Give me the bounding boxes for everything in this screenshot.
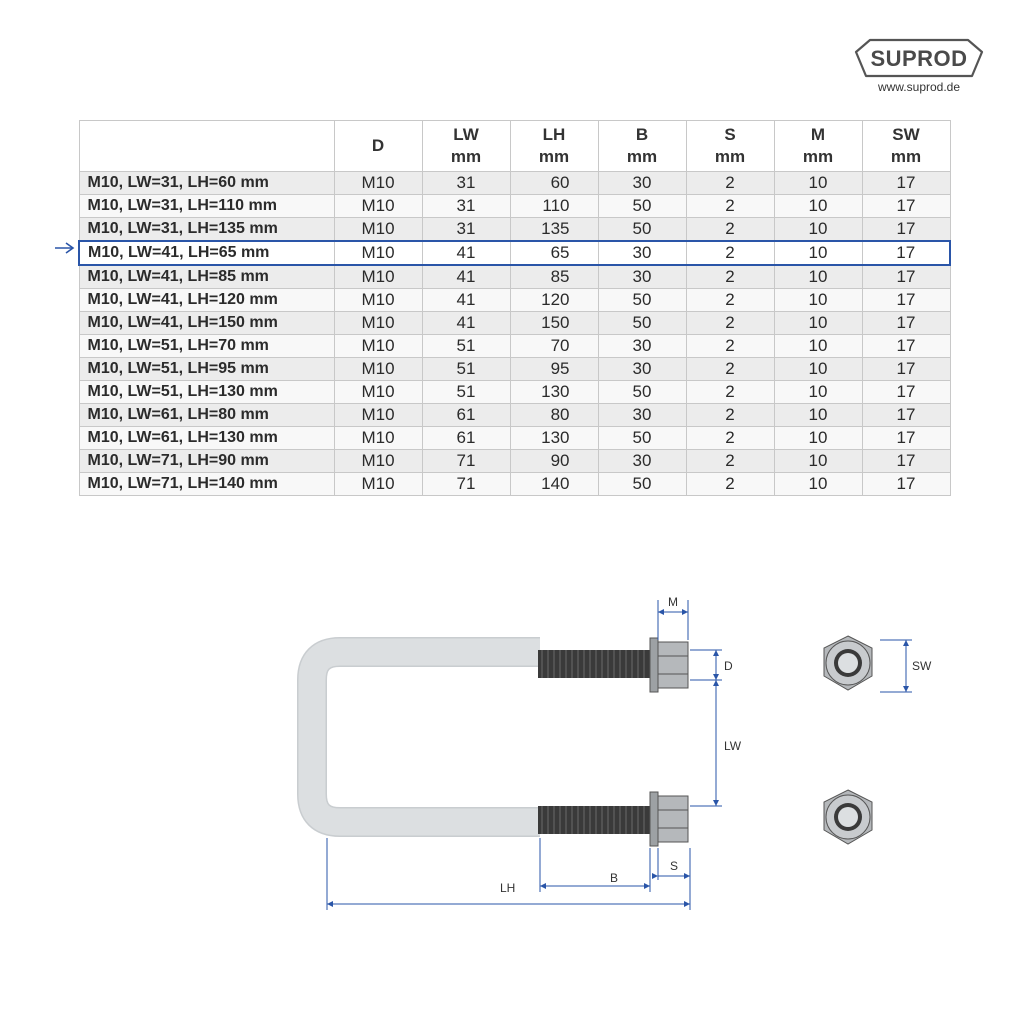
row-value-cell: 130: [510, 381, 598, 404]
row-product-name: M10, LW=71, LH=140 mm: [79, 473, 334, 496]
row-value-cell: 10: [774, 358, 862, 381]
table-body: [79, 172, 950, 496]
row-value-cell: 2: [686, 195, 774, 218]
selected-row-arrow-icon: [54, 240, 76, 256]
u-bolt-body-fill: [312, 652, 540, 822]
row-value-cell: 70: [510, 335, 598, 358]
header-unit: mm: [802, 147, 834, 166]
row-value-cell: 60: [510, 172, 598, 195]
row-value-cell: 30: [598, 241, 686, 265]
header-label: S: [724, 125, 736, 144]
label-b: B: [610, 871, 619, 885]
row-value-cell: 31: [422, 172, 510, 195]
row-value-cell: 51: [422, 335, 510, 358]
row-product-name: M10, LW=51, LH=70 mm: [79, 335, 334, 358]
row-value-cell: M10: [334, 450, 422, 473]
row-value-cell: 2: [686, 404, 774, 427]
row-value-cell: 10: [774, 335, 862, 358]
header-cell-3: [510, 121, 598, 172]
table-row[interactable]: [79, 195, 950, 218]
row-value-cell: M10: [334, 289, 422, 312]
header-unit: mm: [538, 147, 570, 166]
table-row[interactable]: [79, 172, 950, 195]
row-value-cell: 17: [862, 172, 950, 195]
row-product-name: M10, LW=61, LH=130 mm: [79, 427, 334, 450]
table-row[interactable]: [79, 381, 950, 404]
row-value-cell: M10: [334, 473, 422, 496]
logo-brand-text: SUPROD: [870, 46, 968, 71]
row-product-name: M10, LW=71, LH=90 mm: [79, 450, 334, 473]
row-value-cell: 10: [774, 381, 862, 404]
row-value-cell: 10: [774, 172, 862, 195]
header-label: SW: [892, 125, 920, 144]
table-row[interactable]: [79, 450, 950, 473]
table-row[interactable]: [79, 335, 950, 358]
header-label: LW: [453, 125, 479, 144]
table-row[interactable]: [79, 265, 950, 289]
header-cell-2: [422, 121, 510, 172]
row-product-name: M10, LW=31, LH=60 mm: [79, 172, 334, 195]
row-value-cell: 2: [686, 265, 774, 289]
upper-nut: [658, 642, 688, 688]
row-value-cell: 41: [422, 312, 510, 335]
row-value-cell: 50: [598, 381, 686, 404]
row-value-cell: 95: [510, 358, 598, 381]
u-bolt-body: [312, 652, 540, 822]
row-value-cell: 2: [686, 381, 774, 404]
header-label: LH: [542, 125, 566, 144]
row-product-name: M10, LW=41, LH=65 mm: [79, 241, 334, 265]
row-value-cell: M10: [334, 265, 422, 289]
row-value-cell: 41: [422, 289, 510, 312]
row-value-cell: 71: [422, 450, 510, 473]
label-s: S: [670, 859, 679, 873]
row-value-cell: 2: [686, 427, 774, 450]
header-label: D: [371, 136, 385, 155]
table-row[interactable]: [79, 218, 950, 242]
row-value-cell: 50: [598, 218, 686, 242]
label-lh: LH: [500, 881, 516, 895]
row-value-cell: 10: [774, 289, 862, 312]
row-value-cell: M10: [334, 241, 422, 265]
row-value-cell: 10: [774, 404, 862, 427]
table-row[interactable]: [79, 241, 950, 265]
row-value-cell: M10: [334, 404, 422, 427]
row-value-cell: 41: [422, 241, 510, 265]
lower-washer: [650, 792, 658, 846]
row-value-cell: 135: [510, 218, 598, 242]
row-value-cell: 2: [686, 450, 774, 473]
row-value-cell: 2: [686, 172, 774, 195]
table-row[interactable]: [79, 358, 950, 381]
row-value-cell: M10: [334, 195, 422, 218]
row-value-cell: 17: [862, 335, 950, 358]
header-cell-1: [334, 121, 422, 172]
row-value-cell: 10: [774, 265, 862, 289]
row-product-name: M10, LW=31, LH=110 mm: [79, 195, 334, 218]
row-value-cell: 17: [862, 473, 950, 496]
suprod-logo: [852, 38, 986, 98]
row-value-cell: 17: [862, 195, 950, 218]
row-value-cell: M10: [334, 335, 422, 358]
row-value-cell: M10: [334, 218, 422, 242]
row-value-cell: 130: [510, 427, 598, 450]
row-value-cell: 71: [422, 473, 510, 496]
upper-washer: [650, 638, 658, 692]
upper-thread: [538, 650, 652, 678]
row-product-name: M10, LW=41, LH=120 mm: [79, 289, 334, 312]
header-cell-4: [598, 121, 686, 172]
row-value-cell: 17: [862, 404, 950, 427]
row-value-cell: 80: [510, 404, 598, 427]
row-product-name: M10, LW=41, LH=150 mm: [79, 312, 334, 335]
row-product-name: M10, LW=51, LH=130 mm: [79, 381, 334, 404]
row-value-cell: 90: [510, 450, 598, 473]
row-product-name: M10, LW=61, LH=80 mm: [79, 404, 334, 427]
row-value-cell: 10: [774, 312, 862, 335]
row-value-cell: 30: [598, 265, 686, 289]
row-value-cell: 17: [862, 289, 950, 312]
row-value-cell: 61: [422, 404, 510, 427]
row-value-cell: 65: [510, 241, 598, 265]
table-row[interactable]: [79, 473, 950, 496]
row-value-cell: 17: [862, 450, 950, 473]
row-value-cell: 50: [598, 473, 686, 496]
row-value-cell: 51: [422, 358, 510, 381]
row-value-cell: 61: [422, 427, 510, 450]
row-value-cell: M10: [334, 427, 422, 450]
row-value-cell: 2: [686, 473, 774, 496]
row-value-cell: 31: [422, 218, 510, 242]
row-value-cell: 2: [686, 218, 774, 242]
row-value-cell: 10: [774, 218, 862, 242]
row-value-cell: 31: [422, 195, 510, 218]
row-value-cell: 17: [862, 218, 950, 242]
row-value-cell: 17: [862, 265, 950, 289]
row-value-cell: 85: [510, 265, 598, 289]
row-value-cell: 17: [862, 427, 950, 450]
header-cell-7: [862, 121, 950, 172]
row-value-cell: 17: [862, 358, 950, 381]
row-value-cell: 17: [862, 381, 950, 404]
row-value-cell: 50: [598, 195, 686, 218]
label-m: M: [668, 595, 678, 609]
table-row[interactable]: [79, 427, 950, 450]
table-header-row: [79, 121, 950, 172]
table-row[interactable]: [79, 404, 950, 427]
row-value-cell: 140: [510, 473, 598, 496]
row-value-cell: 50: [598, 427, 686, 450]
table-row[interactable]: [79, 312, 950, 335]
header-unit: mm: [626, 147, 658, 166]
row-value-cell: 50: [598, 312, 686, 335]
row-value-cell: 10: [774, 195, 862, 218]
row-value-cell: 17: [862, 312, 950, 335]
row-value-cell: 10: [774, 473, 862, 496]
label-d: D: [724, 659, 733, 673]
label-lw: LW: [724, 739, 742, 753]
row-value-cell: 10: [774, 450, 862, 473]
row-product-name: M10, LW=51, LH=95 mm: [79, 358, 334, 381]
row-product-name: M10, LW=31, LH=135 mm: [79, 218, 334, 242]
header-unit: mm: [450, 147, 482, 166]
nut-top-view-lower: [824, 790, 872, 844]
header-cell-5: [686, 121, 774, 172]
row-value-cell: 2: [686, 358, 774, 381]
logo-url-text: www.suprod.de: [877, 80, 961, 94]
row-value-cell: 120: [510, 289, 598, 312]
row-value-cell: 30: [598, 358, 686, 381]
lower-thread: [538, 806, 652, 834]
row-value-cell: 50: [598, 289, 686, 312]
lower-nut: [658, 796, 688, 842]
header-cell-6: [774, 121, 862, 172]
row-value-cell: 10: [774, 241, 862, 265]
header-label: B: [635, 125, 649, 144]
header-unit: mm: [890, 147, 922, 166]
row-value-cell: 51: [422, 381, 510, 404]
row-value-cell: 30: [598, 450, 686, 473]
label-sw: SW: [912, 659, 932, 673]
row-value-cell: M10: [334, 172, 422, 195]
row-value-cell: 30: [598, 172, 686, 195]
row-value-cell: 30: [598, 335, 686, 358]
row-value-cell: 41: [422, 265, 510, 289]
header-label: M: [810, 125, 826, 144]
row-value-cell: 2: [686, 289, 774, 312]
specification-table: [78, 120, 951, 496]
row-value-cell: 2: [686, 335, 774, 358]
row-value-cell: 2: [686, 241, 774, 265]
table-row[interactable]: [79, 289, 950, 312]
row-value-cell: M10: [334, 358, 422, 381]
row-value-cell: 110: [510, 195, 598, 218]
header-unit: mm: [714, 147, 746, 166]
u-bolt-technical-drawing: [0, 580, 1024, 920]
row-value-cell: M10: [334, 312, 422, 335]
row-value-cell: 2: [686, 312, 774, 335]
row-product-name: M10, LW=41, LH=85 mm: [79, 265, 334, 289]
row-value-cell: M10: [334, 381, 422, 404]
nut-top-view-upper: [824, 636, 872, 690]
row-value-cell: 17: [862, 241, 950, 265]
row-value-cell: 30: [598, 404, 686, 427]
header-cell-0: [79, 121, 334, 172]
row-value-cell: 150: [510, 312, 598, 335]
row-value-cell: 10: [774, 427, 862, 450]
